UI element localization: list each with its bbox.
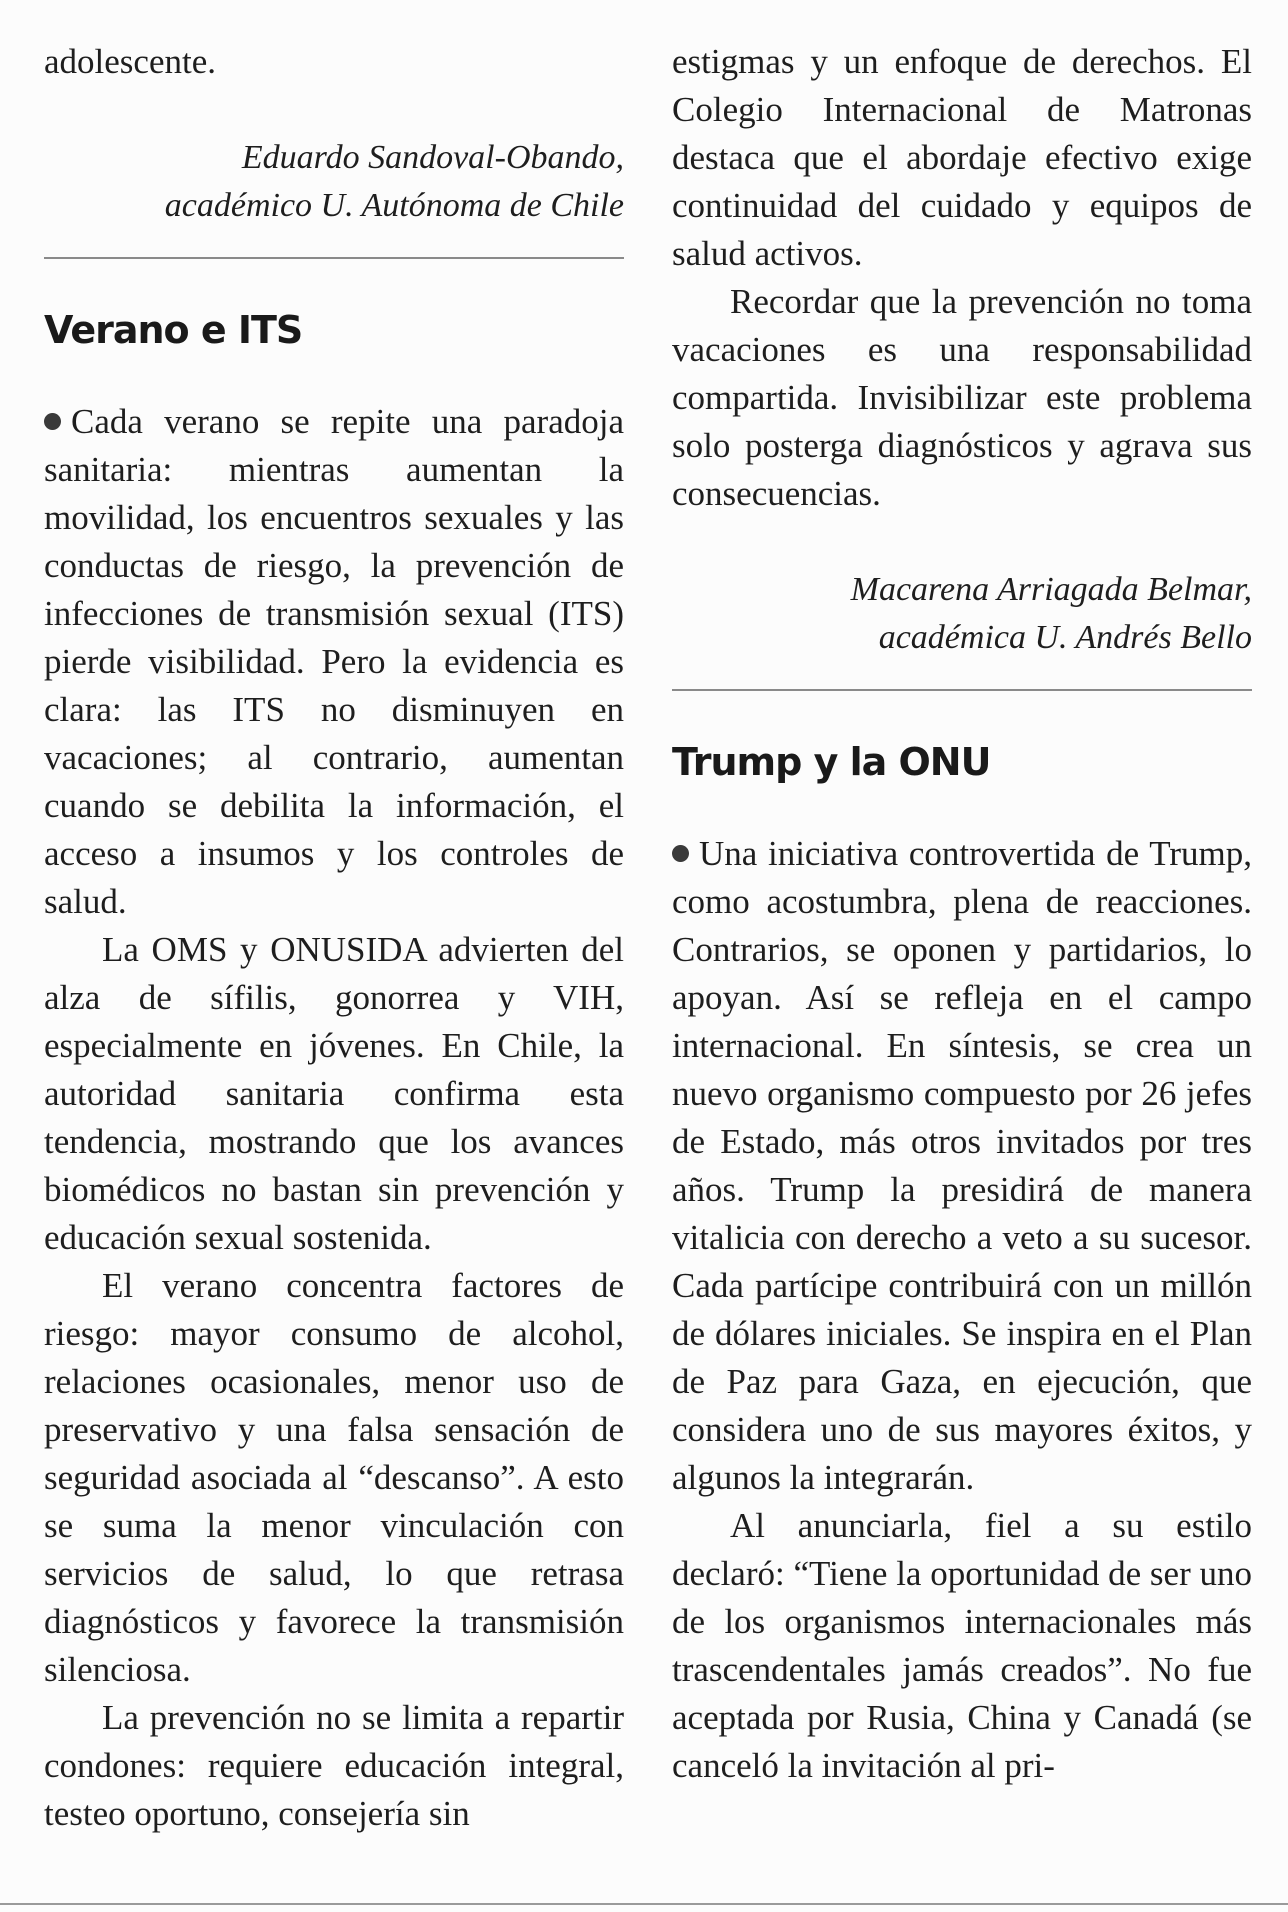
page-bottom-border: [0, 1903, 1288, 1905]
letter-title-trump-y-la-onu: Trump y la ONU: [672, 740, 991, 784]
letter-signature-affiliation: académica U. Andrés Bello: [878, 619, 1252, 656]
letter-signature-name: Macarena Arriagada Belmar,: [850, 571, 1252, 608]
letter-paragraph: La OMS y ONUSIDA advierten del alza de sífilis, gonorrea y VIH, especialmente en jóvenes. En Chile, la autoridad sanitaria confirma esta tendencia, mostrando que los avances biomédicos no bastan sin prevención y educación sexual sostenida.: [44, 930, 624, 1257]
letter-paragraph: El verano concentra factores de riesgo: mayor consumo de alcohol, relaciones ocasionales, menor uso de preservativo y una falsa sensación de seguridad asociada al “descanso”. A esto se suma la menor vinculación con servicios de salud, lo que retrasa diagnósticos y favorece la transmisión silenciosa.: [44, 1266, 624, 1689]
letter-paragraph: [44, 398, 624, 926]
letter-continuation-paragraph: Recordar que la prevención no toma vacaciones es una responsabilidad compartida. Invisibilizar este problema solo posterga diagnósticos y agrava sus consecuencias.: [672, 282, 1252, 513]
left-column: [44, 38, 624, 1838]
letter-title-verano-e-its: Verano e ITS: [44, 308, 303, 352]
letter-paragraph-text: Cada verano se repite una paradoja sanitaria: mientras aumentan la movilidad, los encuentros sexuales y las conductas de riesgo, la prevención de infecciones de transmisión sexual (ITS) pierde visibilidad. Pero la evidencia es clara: las ITS no disminuyen en vacaciones; al contrario, aumentan cuando se debilita la información, el acceso a insumos y los controles de salud.: [44, 402, 624, 921]
previous-letter-ending: adolescente.: [44, 42, 216, 81]
previous-letter-signature-affiliation: académico U. Autónoma de Chile: [164, 187, 624, 224]
letter-paragraph: [672, 830, 1252, 1502]
letter-continuation-paragraph: estigmas y un enfoque de derechos. El Colegio Internacional de Matronas destaca que el abordaje efectivo exige continuidad del cuidado y equipos de salud activos.: [672, 42, 1252, 273]
previous-letter-signature-name: Eduardo Sandoval-Obando,: [241, 139, 624, 176]
letter-paragraph: La prevención no se limita a repartir condones: requiere educación integral, testeo oportuno, consejería sin: [44, 1698, 624, 1833]
bullet-icon: [44, 413, 61, 430]
bullet-icon: [672, 845, 689, 862]
letter-paragraph: Al anunciarla, fiel a su estilo declaró: “Tiene la oportunidad de ser uno de los organismos internacionales más trascendentales jamás creados”. No fue aceptada por Rusia, China y Canadá (se canceló la invitación al pri-: [672, 1506, 1252, 1785]
letter-paragraph-text: Una iniciativa controvertida de Trump, como acostumbra, plena de reacciones. Contrarios, se oponen y partidarios, lo apoyan. Así se refleja en el campo internacional. En síntesis, se crea un nuevo organismo compuesto por 26 jefes de Estado, más otros invitados por tres años. Trump la presidirá de manera vitalicia con derecho a veto a su sucesor. Cada partícipe contribuirá con un millón de dólares iniciales. Se inspira en el Plan de Paz para Gaza, en ejecución, que considera uno de sus mayores éxitos, y algunos la integrarán.: [672, 834, 1252, 1497]
right-column: [672, 38, 1252, 1790]
